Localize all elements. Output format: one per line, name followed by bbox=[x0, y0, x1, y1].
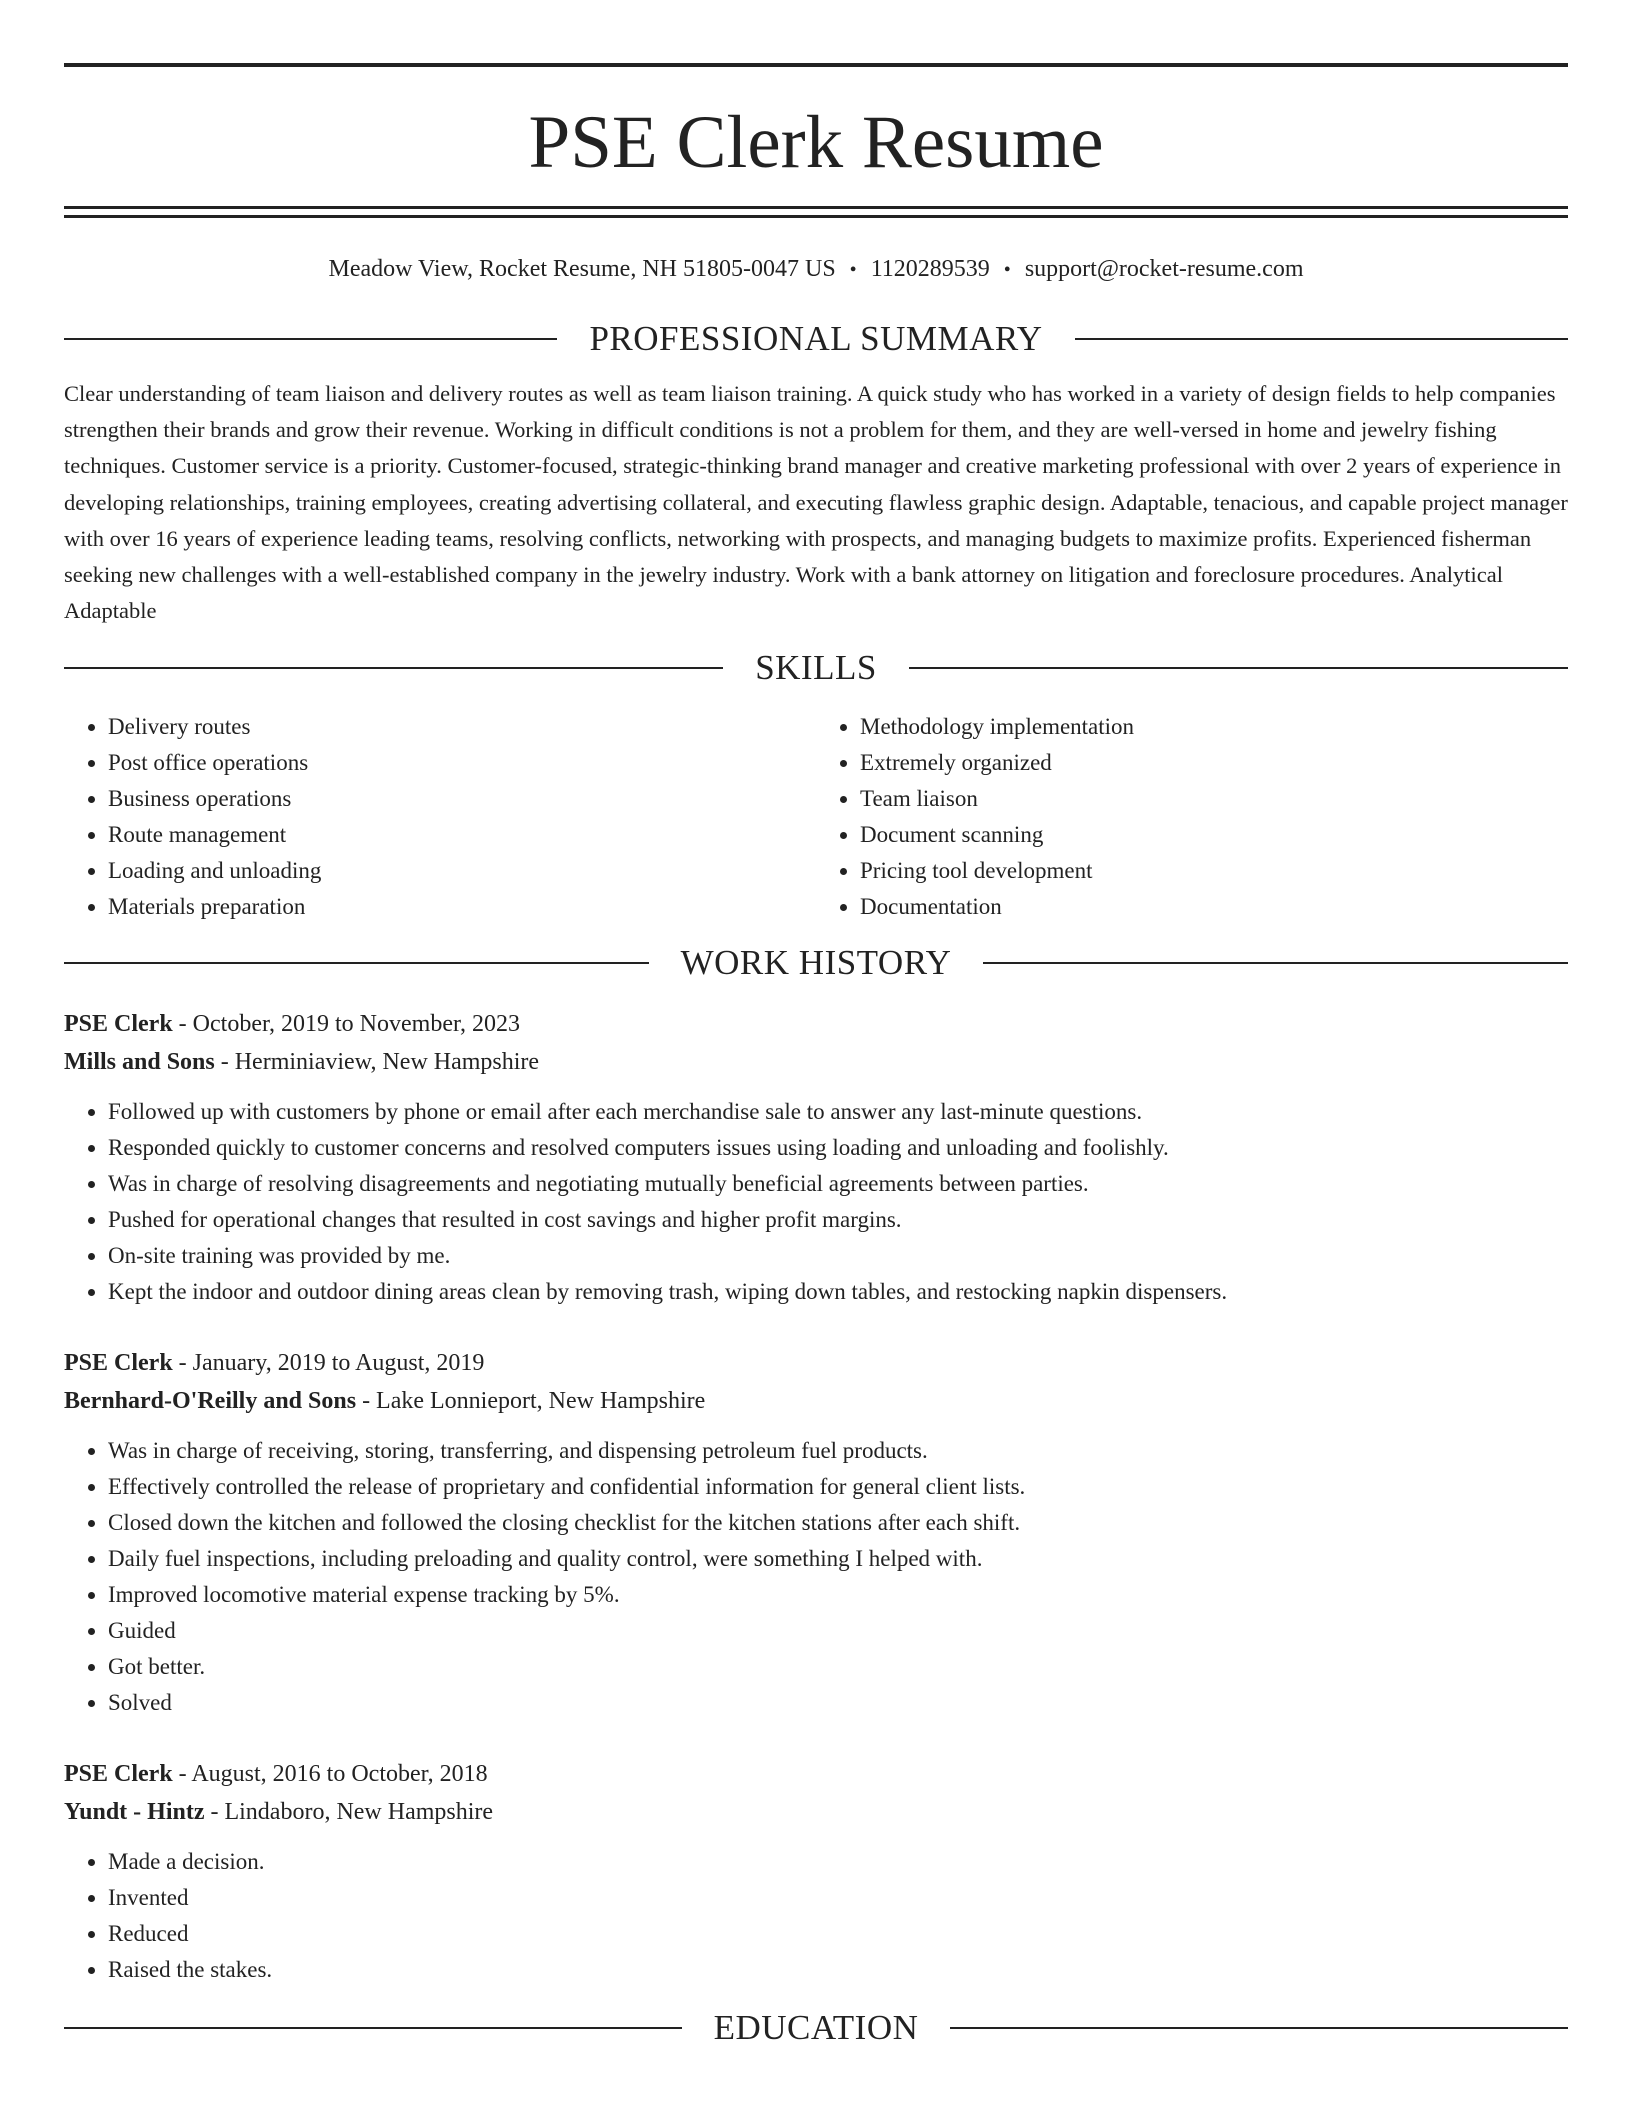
job-bullets bbox=[64, 1844, 1568, 1988]
skills-heading bbox=[64, 648, 1568, 688]
skill-item: • Pricing tool development bbox=[860, 853, 1568, 889]
skill-item: • Document scanning bbox=[860, 817, 1568, 853]
top-rule bbox=[64, 63, 1568, 67]
job-location: - Lake Lonnieport, New Hampshire bbox=[356, 1388, 706, 1415]
job-bullet: • Closed down the kitchen and followed the closing checklist for the kitchen stations after each shift. bbox=[108, 1505, 1568, 1541]
contact-address: Meadow View, Rocket Resume, NH 51805-0047 US bbox=[328, 256, 836, 282]
job-role: PSE Clerk bbox=[64, 1011, 173, 1038]
job-company-line bbox=[64, 1043, 1568, 1081]
summary-title: PROFESSIONAL SUMMARY bbox=[589, 319, 1043, 358]
work-title: WORK HISTORY bbox=[680, 943, 952, 983]
job-dates: - January, 2019 to August, 2019 bbox=[172, 1350, 485, 1377]
job-bullet: • On-site training was provided by me. bbox=[108, 1238, 1568, 1274]
skill-item: • Documentation bbox=[860, 889, 1568, 925]
education-title: EDUCATION bbox=[713, 2008, 919, 2048]
work-heading bbox=[64, 943, 1568, 983]
title-double-rule bbox=[64, 206, 1568, 218]
job-bullet: • Made a decision. bbox=[108, 1844, 1568, 1880]
skill-item: • Materials preparation bbox=[108, 889, 816, 925]
summary-text: Clear understanding of team liaison and delivery routes as well as team liaison training. A quick study who has worked in a variety of design fields to help companies strengthen their brands and grow their revenue. Working in difficult conditions is not a problem for them, and they are well-versed in home and jewelry fishing techniques. Customer service is a priority. Customer-focused, strategic-thinking brand manager and creative marketing professional with over 2 years of experience in developing relationships, training employees, creating advertising collateral, and executing flawless graphic design. Adaptable, tenacious, and capable project manager with over 16 years of experience leading teams, resolving conflicts, networking with prospects, and managing budgets to maximize profits. Experienced fisherman seeking new challenges with a well-established company in the jewelry industry. Work with a bank attorney on litigation and foreclosure procedures. Analytical Adaptable bbox=[64, 381, 1568, 624]
job-bullet: • Raised the stakes. bbox=[108, 1952, 1568, 1988]
skill-item: • Post office operations bbox=[108, 745, 816, 781]
job-entry bbox=[64, 1755, 1568, 1988]
contact-separator: • bbox=[1003, 259, 1011, 281]
job-dates: - August, 2016 to October, 2018 bbox=[172, 1761, 488, 1788]
job-bullet: • Was in charge of resolving disagreements and negotiating mutually beneficial agreements between parties. bbox=[108, 1166, 1568, 1202]
skill-item: • Loading and unloading bbox=[108, 853, 816, 889]
heading-rule-right bbox=[1075, 338, 1568, 340]
heading-rule-left bbox=[64, 2027, 682, 2029]
contact-line bbox=[64, 254, 1568, 285]
summary-heading bbox=[64, 319, 1568, 359]
heading-rule-left bbox=[64, 338, 557, 340]
resume-page bbox=[64, 63, 1568, 2048]
skill-item: • Team liaison bbox=[860, 781, 1568, 817]
job-role-line bbox=[64, 1005, 1568, 1043]
job-bullet: • Responded quickly to customer concerns and resolved computers issues using loading and unloading and foolishly. bbox=[108, 1130, 1568, 1166]
skill-item: • Methodology implementation bbox=[860, 709, 1568, 745]
heading-rule-left bbox=[64, 667, 723, 669]
skills-columns bbox=[64, 709, 1568, 925]
job-bullets bbox=[64, 1433, 1568, 1721]
job-role-line bbox=[64, 1344, 1568, 1382]
job-bullet: • Reduced bbox=[108, 1916, 1568, 1952]
skill-item: • Route management bbox=[108, 817, 816, 853]
job-location: - Lindaboro, New Hampshire bbox=[204, 1799, 494, 1826]
job-entry bbox=[64, 1344, 1568, 1721]
job-bullet: • Kept the indoor and outdoor dining areas clean by removing trash, wiping down tables, and restocking napkin dispensers. bbox=[108, 1274, 1568, 1310]
job-company-line bbox=[64, 1382, 1568, 1420]
job-bullet: • Followed up with customers by phone or email after each merchandise sale to answer any last-minute questions. bbox=[108, 1094, 1568, 1130]
job-entry bbox=[64, 1005, 1568, 1310]
job-bullet: • Pushed for operational changes that resulted in cost savings and higher profit margins. bbox=[108, 1202, 1568, 1238]
job-company: Yundt - Hintz bbox=[64, 1799, 205, 1826]
job-company: Bernhard-O'Reilly and Sons bbox=[64, 1388, 357, 1415]
skill-item: • Delivery routes bbox=[108, 709, 816, 745]
heading-rule-left bbox=[64, 962, 649, 964]
education-heading bbox=[64, 2008, 1568, 2048]
job-bullet: • Effectively controlled the release of proprietary and confidential information for general client lists. bbox=[108, 1469, 1568, 1505]
contact-phone: 1120289539 bbox=[870, 256, 990, 282]
skill-item: • Business operations bbox=[108, 781, 816, 817]
job-bullet: • Got better. bbox=[108, 1649, 1568, 1685]
resume-title: PSE Clerk Resume bbox=[528, 101, 1104, 184]
heading-rule-right bbox=[983, 962, 1568, 964]
job-location: - Herminiaview, New Hampshire bbox=[214, 1049, 540, 1076]
job-bullet: • Was in charge of receiving, storing, transferring, and dispensing petroleum fuel products. bbox=[108, 1433, 1568, 1469]
job-bullet: • Invented bbox=[108, 1880, 1568, 1916]
job-role: PSE Clerk bbox=[64, 1761, 173, 1788]
job-bullets bbox=[64, 1094, 1568, 1310]
heading-rule-right bbox=[909, 667, 1568, 669]
job-bullet: • Solved bbox=[108, 1685, 1568, 1721]
skills-title: SKILLS bbox=[755, 648, 877, 688]
contact-separator: • bbox=[849, 259, 857, 281]
job-bullet: • Daily fuel inspections, including preloading and quality control, were something I helped with. bbox=[108, 1541, 1568, 1577]
job-company-line bbox=[64, 1793, 1568, 1831]
heading-rule-right bbox=[950, 2027, 1568, 2029]
job-dates: - October, 2019 to November, 2023 bbox=[172, 1011, 521, 1038]
job-role: PSE Clerk bbox=[64, 1350, 173, 1377]
skills-list-right bbox=[816, 709, 1568, 925]
skills-list-left bbox=[64, 709, 816, 925]
job-company: Mills and Sons bbox=[64, 1049, 215, 1076]
skill-item: • Extremely organized bbox=[860, 745, 1568, 781]
job-bullet: • Improved locomotive material expense tracking by 5%. bbox=[108, 1577, 1568, 1613]
job-bullet: • Guided bbox=[108, 1613, 1568, 1649]
job-role-line bbox=[64, 1755, 1568, 1793]
contact-email[interactable]: support@rocket-resume.com bbox=[1024, 256, 1304, 282]
